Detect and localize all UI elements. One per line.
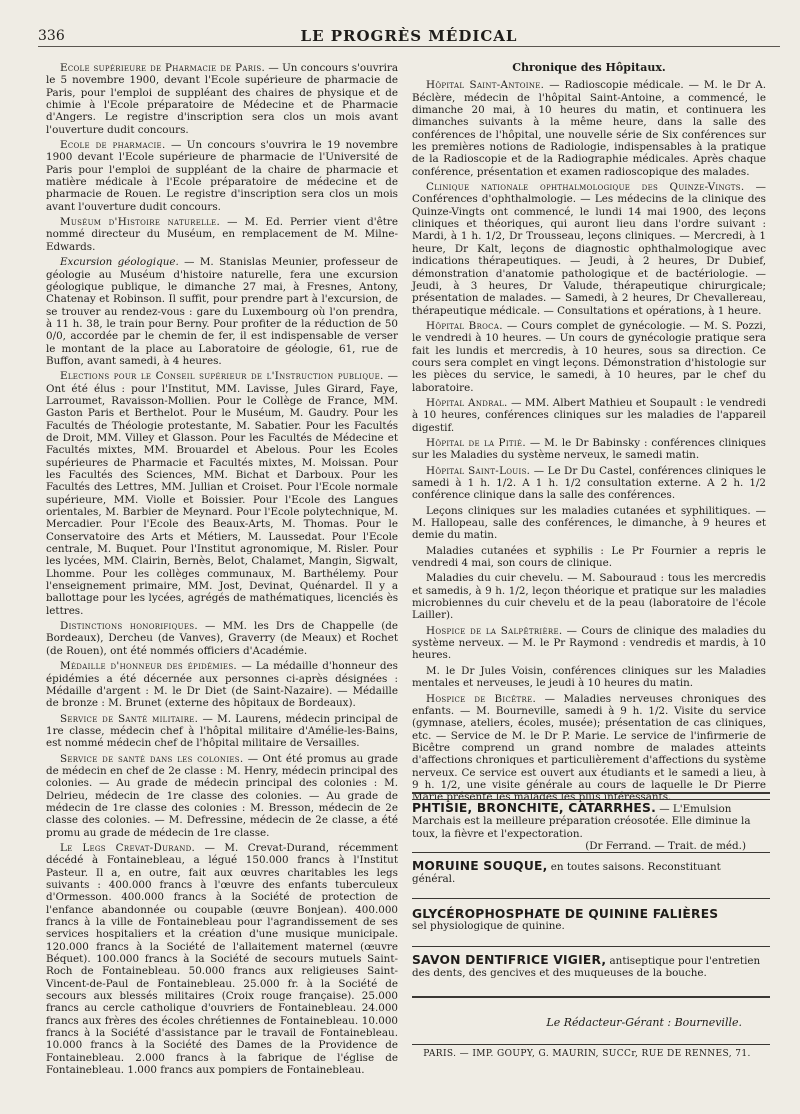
ad-title: MORUINE SOUQUE, [412,859,548,873]
hospital-text: M. le Dr Jules Voisin, conférences cliniques sur les Maladies mentales et nerveuses, le jeudi à 10 heures du matin. [412,664,766,690]
hospital-heading: Hospice de Bicêtre. [426,692,537,705]
ads-bottom-rule [412,996,770,998]
ad-signature: (Dr Ferrand. — Trait. de méd.) [585,840,746,853]
ad-title: GLYCÉROPHOSPHATE DE QUININE FALIÈRES [412,907,719,921]
news-item [46,753,398,839]
header-rule [38,46,780,47]
running-title: LE PROGRÈS MÉDICAL [300,27,518,45]
news-item [46,62,398,136]
hospital-text: — Radioscopie médicale. — M. le Dr A. Béclère, médecin de l'hôpital Saint-Antoine, a commencé, le dimanche 20 mai, à 10 heures du matin, et continuera les dimanches suivants à la même heure, dans la salle des conférences de l'hôpital, une nouvelle série de Six conférences sur les premières notions de Radiologie, indispensables à la pratique de la Radioscopie et de la Radiographie médicales. Après chaque conférence, présentation et examen radioscopique des malades. [412,79,766,178]
ads-top-rule [412,792,770,800]
ad-divider [412,852,770,853]
news-heading: Ecole de pharmacie. [60,139,166,152]
hospital-text: — M. le Dr Babinsky : conférences cliniques sur les Maladies du système nerveux, le samedi matin. [412,436,766,462]
ad-text: — L'Emulsion Marchais est la meilleure préparation créosotée. Elle diminue la toux, la fièvre et l'expectoration. [412,803,751,840]
news-text: — La médaille d'honneur des épidémies a été décernée aux personnes ci-après désignées : Médaille d'argent : M. le Dr Diet (de Saint-Nazaire). — Médaille de bronze : M. Brunet (externe des hôpitaux de Bordeaux). [46,660,398,710]
news-text: — Un concours s'ouvrira le 5 novembre 1900, devant l'Ecole supérieure de pharmacie de Paris, pour l'emploi de suppléant des chaires de physique et de chimie à l'Ecole préparatoire de Médecine et de Pharmacie d'Angers. Le registre d'inscription sera clos un mois avant l'ouverture dudit concours. [46,62,398,136]
news-item [46,139,398,213]
hospital-heading: Hôpital de la Pitié. [426,436,526,449]
printer-imprint: PARIS. — IMP. GOUPY, G. MAURIN, SUCCr, RUE DE RENNES, 71. [423,1049,751,1059]
left-column [46,62,398,1080]
ad-glycerophosphate [412,908,766,933]
news-item [46,713,398,750]
hospital-item [412,397,766,434]
hospital-item [412,181,766,317]
news-heading: Ecole supérieure de Pharmacie de Paris. [60,62,266,74]
hospital-item [412,572,766,621]
hospital-heading: Hôpital Saint-Louis. [426,464,531,477]
hospital-heading: Hôpital Broca. [426,319,503,332]
hospital-item [412,465,766,502]
ad-text: en toutes saisons. Reconstituant général. [412,861,721,886]
hospital-text: — MM. Albert Mathieu et Soupault : le vendredi à 10 heures, conférences cliniques sur les maladies de l'appareil digestif. [412,396,766,434]
news-item [46,216,398,253]
ad-moruine [412,860,766,886]
news-text: — M. Stanislas Meunier, professeur de géologie au Muséum d'histoire naturelle, fera une excursion géologique publique, le dimanche 27 mai, à Fresnes, Antony, Chatenay et Robinson. Il suffit, pour prendre part à l'excursion, de se trouver au rendez-vous : gare du Luxembourg où l'on prendra, à 11 h. 38, le train pour Berny. Pour profiter de la réduction de 50 0/0, accordée par le chemin de fer, il est indispensable de verser le montant de la place au Laboratoire de géologie, 61, rue de Buffon, avant samedi, à 4 heures. [46,256,398,367]
gerant-signature [412,1016,742,1029]
page-header [38,26,780,46]
hospital-heading: Clinique nationale ophthalmologique des Quinze-Vingts. [426,181,745,194]
news-text: — Un concours s'ouvrira le 19 novembre 1900 devant l'Ecole supérieure de pharmacie de l'Université de Paris pour l'emploi de suppléant de la chaire de pharmacie et matière médicale à l'Ecole préparatoire de médecine et de pharmacie de Rouen. Le registre d'inscription sera clos un mois avant l'ouverture dudit concours. [46,139,398,213]
page-number: 336 [38,28,65,44]
news-text: — MM. les Drs de Chappelle (de Bordeaux), Dercheu (de Vanves), Graverry (de Meaux) et Rochet (de Rouen), ont été nommés officiers d'Académie. [46,620,398,657]
ad-title: SAVON DENTIFRICE VIGIER, [412,953,607,967]
news-heading: Médaille d'honneur des épidémies. [60,660,238,673]
ad-divider [412,946,770,947]
news-heading: Service de Santé militaire. [60,712,199,725]
hospital-text: Maladies cutanées et syphilis : Le Pr Fournier a repris le vendredi 4 mai, son cours de clinique. [412,544,766,570]
news-item [46,842,398,1077]
hospital-text: — Le Dr Du Castel, conférences cliniques le samedi à 1 h. 1/2. A 1 h. 1/2 consultation externe. A 2 h. 1/2 conférence clinique dans la salle des conférences. [412,464,766,502]
hospital-text: — Conférences d'ophthalmologie. — Les médecins de la clinique des Quinze-Vingts ont commencé, le lundi 14 mai 1900, des leçons cliniques et théoriques, qui auront lieu dans l'ordre suivant : Mardi, à 1 h. 1/2, Dr Trousseau, leçons cliniques. — Mercredi, à 1 heure, Dr Kalt, leçons de diagnostic ophthalmologique avec indications thérapeutiques. — Jeudi, à 2 heures, Dr Dubief, démonstration d'anatomie pathologique et de bactériologie. — Jeudi, à 3 heures, Dr Valude, thérapeutique chirurgicale; présentation de malades. — Samedi, à 2 heures, Dr Chevallereau, thérapeutique médicale. — Consultations et opérations, à 1 heure. [412,181,766,317]
news-item [46,660,398,709]
hospital-heading: Hospice de la Salpêtrière. [426,624,563,637]
hospital-text: — Cours complet de gynécologie. — M. S. Pozzi, le vendredi à 10 heures. — Un cours de gynécologie pratique sera fait les lundis et mercredis, à 10 heures, sous sa direction. Ce cours sera complet en vingt leçons. Démonstration d'histologie sur les pièces du service, le samedi, à 10 heures, par le chef du laboratoire. [412,319,766,394]
news-heading: Le Legs Crevat-Durand. [60,841,196,854]
gerant-text: Le Rédacteur-Gérant : Bourneville. [546,1016,742,1029]
hospital-text: Maladies du cuir chevelu. — M. Sabouraud : tous les mercredis et samedis, à 9 h. 1/2, leçon théorique et pratique sur les maladies microbiennes du cuir chevelu et de la peau (laboratoire de l'école Lailler). [412,572,766,622]
hospital-item [412,665,766,690]
news-heading: Service de santé dans les colonies. [60,752,244,765]
hospital-item [412,320,766,394]
ad-savon [412,954,766,980]
section-title: Chronique des Hôpitaux. [512,61,666,74]
news-heading: Elections pour le Conseil supérieur de l'Instruction publique. [60,370,384,383]
news-item [46,370,398,617]
hospital-item [412,79,766,178]
news-heading: Distinctions honorifiques. [60,620,198,633]
hospital-text: — Maladies nerveuses chroniques des enfants. — M. Bourneville, samedi à 9 h. 1/2. Visite du service (gymnase, ateliers, écoles, musée); présentation de cas cliniques, etc. — Service de M. le Dr P. Marie. Le service de l'infirmerie de Bicêtre comprend un grand nombre de malades atteints d'affections chroniques et particulièrement d'affections du système nerveux. Ce service est ouvert aux étudiants et le samedi a lieu, à 9 h. 1/2, une visite générale au cours de laquelle le Dr Pierre Marie présente les malades les plus intéressants. [412,692,766,804]
news-text: — Ont été promus au grade de médecin en chef de 2e classe : M. Henry, médecin principal des colonies. — Au grade de médecin principal des colonies : M. Delrieu, médecin de 1re classe des colonies. — Au grade de médecin de 1re classe des colonies : M. Bresson, médecin de 2e classe des colonies. — M. Defressine, médecin de 2e classe, a été promu au grade de médecin de 1re classe. [46,752,398,839]
news-item [46,256,398,367]
news-text: — M. Laurens, médecin principal de 1re classe, médecin chef à l'hôpital militaire d'Amélie-les-Bains, est nommé médecin chef de l'hôpital militaire de Versailles. [46,712,398,750]
ad-phtisie [412,802,766,853]
ad-text: antiseptique pour l'entretien des dents, des gencives et des muqueuses de la bouche. [412,955,761,980]
news-heading: Muséum d'Histoire naturelle. [60,216,221,229]
news-heading: Excursion géologique. [60,256,179,269]
right-column [412,62,766,807]
hospital-heading: Hôpital Saint-Antoine. [426,79,545,92]
hospital-item [412,693,766,804]
ad-divider [412,898,770,899]
hospital-item [412,437,766,462]
hospital-heading: Hôpital Andral. [426,396,508,409]
hospital-text: — Cours de clinique des maladies du système nerveux. — M. le Pr Raymond : vendredis et mardis, à 10 heures. [412,624,766,662]
ad-title: PHTISIE, BRONCHITE, CATARRHES. [412,801,656,815]
hospital-item [412,625,766,662]
news-text: — Ont été élus : pour l'Institut, MM. Lavisse, Jules Girard, Faye, Larroumet, Ravaisson-Mollien. Pour le Collège de France, MM. Gaston Paris et Berthelot. Pour le Muséum, M. Gaudry. Pour les Facultés de Théologie protestante, M. Sabatier. Pour les Facultés de Droit, MM. Villey et Glasson. Pour les Facultés de Médecine et Facultés mixtes, MM. Brouardel et Abelous. Pour les Ecoles supérieures de Pharmacie et Facultés mixtes, M. Moissan. Pour les Facultés des Sciences, MM. Bichat et Darboux. Pour les Facultés des Lettres, MM. Jullian et Croiset. Pour l'Ecole normale supérieure, MM. Violle et Boissier. Pour l'Ecole des Langues orientales, M. Barbier de Meynard. Pour l'Ecole polytechnique, M. Mercadier. Pour l'Ecole des Beaux-Arts, M. Thomas. Pour le Conservatoire des Arts et Métiers, M. Laussedat. Pour l'Ecole centrale, M. Buquet. Pour l'Institut agronomique, M. Risler. Pour les lycées, MM. Clairin, Bernès, Belot, Chalamet, Mangin, Sigwalt, Lhomme. Pour les collèges communaux, M. Barthélemy. Pour l'enseignement primaire, MM. Jost, Devinat, Quénardel. Il y a ballottage pour les lycées, agrégés de mathématiques, licenciés ès lettres. [46,370,398,617]
imprint-rule [412,1044,770,1045]
news-text: — M. Crevat-Durand, récemment décédé à Fontainebleau, a légué 150.000 francs à l'Institut Pasteur. Il a, en outre, fait aux œuvres charitables les legs suivants : 400.000 francs à l'œuvre des enfants tuberculeux d'Ormesson. 400.000 francs à la Société de protection de l'enfance abandonnée ou coupable (œuvre Bonjean). 400.000 francs à la ville de Fontainebleau pour l'agrandissement de ses services hospitaliers et la création d'une musique municipale. 120.000 francs à la Société de l'allaitement maternel (œuvre Béquet). 100.000 francs à la Société de secours mutuels Saint-Roch de Fontainebleau. 50.000 francs aux religieuses Saint-Vincent-de-Paul de Fontainebleau. 25.000 fr. à la Société de secours aux blessés militaires (Croix rouge française). 25.000 francs au cercle catholique d'ouvriers de Fontainebleau. 24.000 francs aux frères des écoles chrétiennes de Fontainebleau. 10.000 francs à la Société d'assistance par le travail de Fontainebleau. 10.000 francs à la Société des Dames de la Providence de Fontainebleau. 2.000 francs à la fabrique de l'église de Fontainebleau. 1.000 francs aux pompiers de Fontainebleau. [46,841,399,1077]
news-item [46,620,398,657]
ad-text: sel physiologique de quinine. [412,920,565,933]
hospital-text: Leçons cliniques sur les maladies cutanées et syphilitiques. — M. Hallopeau, salle des conférences, le dimanche, à 9 heures et demie du matin. [412,504,766,542]
hospital-item [412,505,766,542]
news-text: — M. Ed. Perrier vient d'être nommé directeur du Muséum, en remplacement de M. Milne-Edwards. [46,216,398,253]
hospital-item [412,545,766,570]
